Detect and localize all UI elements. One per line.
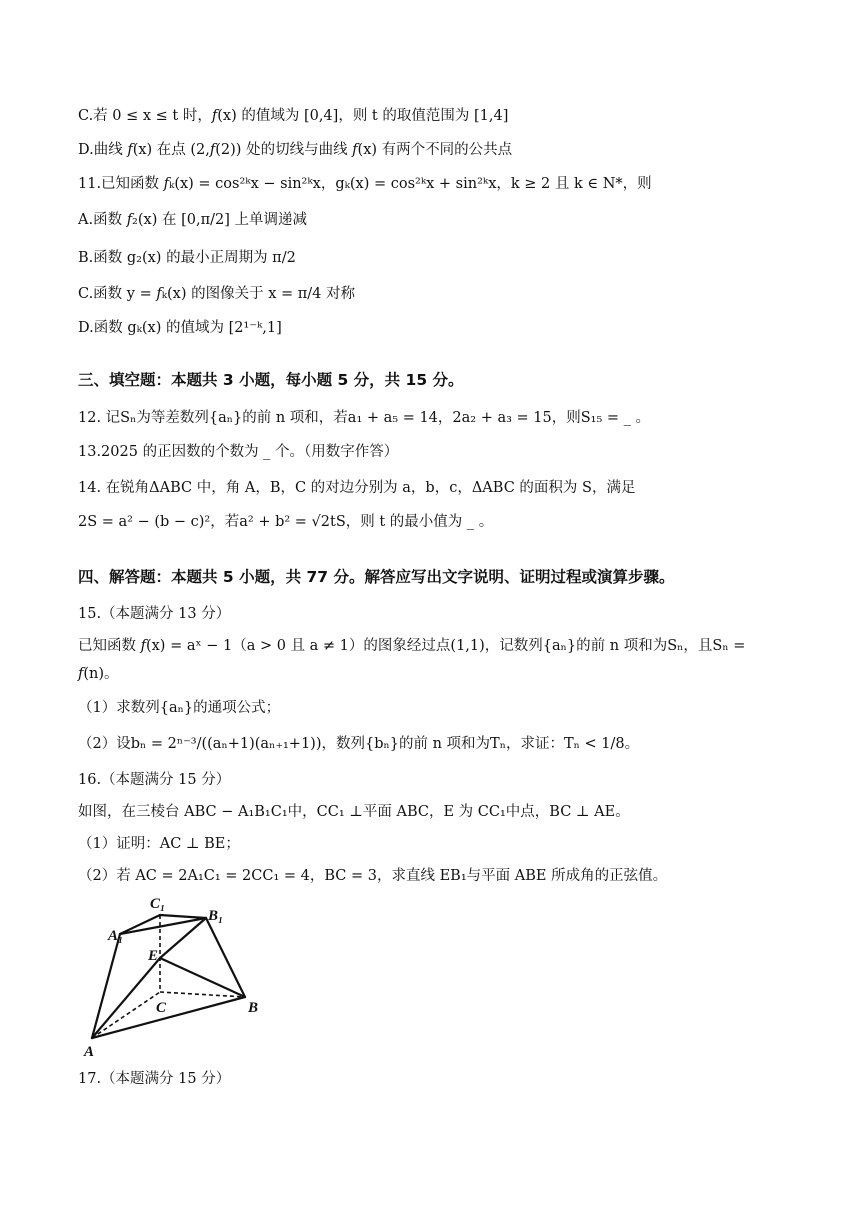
question-16-text: 如图，在三棱台 ABC − A₁B₁C₁中，CC₁ ⊥平面 ABC，E 为 CC₁中点，BC ⊥ AE。 [78,804,630,820]
label-c1: C₁ [150,896,166,912]
question-17-title: 17.（本题满分 15 分） [78,1071,231,1087]
label-a1: A₁ [108,928,124,944]
option-b-q11: B.函数 g₂(x) 的最小正周期为 π/2 [78,250,296,266]
option-d-q11: D.函数 gₖ(x) 的值域为 [2¹⁻ᵏ,1] [78,320,282,336]
question-16-title: 16.（本题满分 15 分） [78,772,231,788]
option-c-q10: C.若 0 ≤ x ≤ t 时，𝑓(x) 的值域为 [0,4]，则 t 的取值范围为 [1,4] [78,108,509,124]
question-14: 14. 在锐角ΔABC 中，角 A，B，C 的对边分别为 a，b，c，ΔABC 的面积为 S，满足 [78,480,636,496]
question-11: 11.已知函数 𝑓ₖ(x) = cos²ᵏx − sin²ᵏx，gₖ(x) = cos²ᵏx + sin²ᵏx，k ≥ 2 且 k ∈ N*，则 [78,176,652,192]
question-13: 13.2025 的正因数的个数为 _ 个。（用数字作答） [78,444,399,460]
section-3-heading: 三、填空题：本题共 3 小题，每小题 5 分，共 15 分。 [78,371,464,389]
question-15-part-2: （2）设bₙ = 2ⁿ⁻³/((aₙ+1)(aₙ₊₁+1))，数列{bₙ}的前 n 项和为Tₙ，求证：Tₙ < 1/8。 [78,736,640,752]
question-15-title: 15.（本题满分 13 分） [78,606,231,622]
label-b1: B₁ [208,908,224,924]
edge-b1-b [206,918,245,997]
label-b: B [248,1000,259,1016]
section-4-heading: 四、解答题：本题共 5 小题，共 77 分。解答应写出文字说明、证明过程或演算步骤。 [78,568,675,586]
frustum-figure [78,888,278,1060]
question-12: 12. 记Sₙ为等差数列{aₙ}的前 n 项和，若a₁ + a₅ = 14，2a₂ + a₃ = 15，则S₁₅ = _ 。 [78,410,651,426]
edge-a1-b1 [120,918,206,934]
question-15-part-1: （1）求数列{aₙ}的通项公式； [78,700,281,716]
label-e: E [148,948,159,964]
edge-c-b-hidden [160,992,245,997]
label-a: A [84,1044,95,1060]
question-14-cont: 2S = a² − (b − c)²，若a² + b² = √2tS，则 t 的最小值为 _ 。 [78,514,494,530]
question-15-text-cont: 𝑓(n)。 [78,666,119,682]
option-a-q11: A.函数 𝑓₂(x) 在 [0,π/2] 上单调递减 [78,212,307,228]
question-16-part-2: （2）若 AC = 2A₁C₁ = 2CC₁ = 4，BC = 3，求直线 EB₁与平面 ABE 所成角的正弦值。 [78,868,668,884]
edge-a-b [92,997,245,1038]
question-16-part-1: （1）证明：AC ⊥ BE； [78,836,240,852]
option-d-q10: D.曲线 𝑓(x) 在点 (2,𝑓(2)) 处的切线与曲线 𝑓(x) 有两个不同的公共点 [78,142,513,158]
segment-e-b [160,958,245,997]
option-c-q11: C.函数 y = 𝑓ₖ(x) 的图像关于 x = π/4 对称 [78,286,356,302]
label-c: C [156,1000,167,1016]
question-15-text: 已知函数 𝑓(x) = aˣ − 1（a > 0 且 a ≠ 1）的图象经过点(1,1)，记数列{aₙ}的前 n 项和为Sₙ，且Sₙ = [78,638,746,654]
segment-e-b1 [160,918,206,958]
edge-c1-b1 [160,915,206,918]
